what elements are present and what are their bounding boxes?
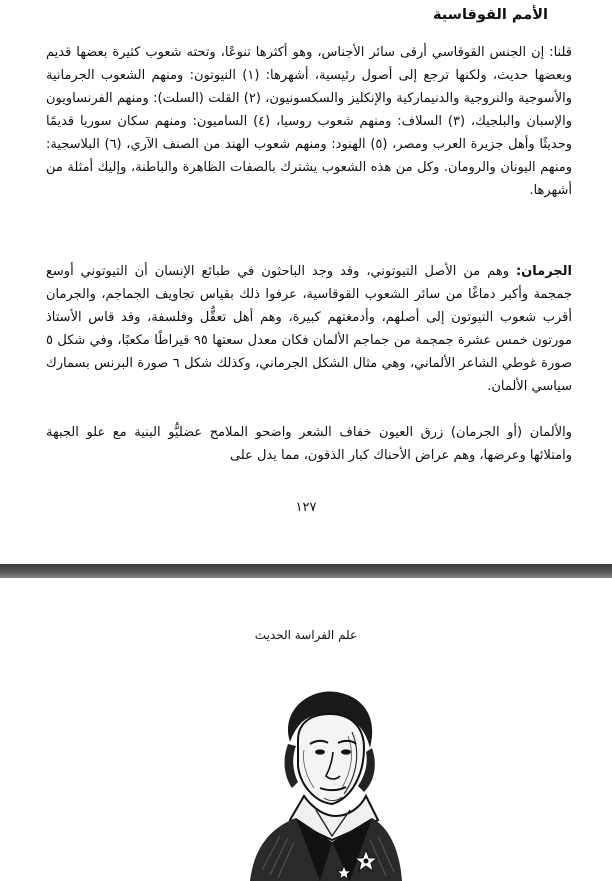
paragraph-features: والألمان (أو الجرمان) زرق العيون خفاف الشعر واضحو الملامح عضليُّو البنية مع علو الجبهة وامتلائها وعرضها، وهم عراض الأحناك كبار الذقون، مما يدل على bbox=[46, 425, 572, 463]
portrait-engraving bbox=[240, 670, 404, 881]
running-header: علم الفراسة الحديث bbox=[254, 628, 358, 642]
term-germans: الجرمان: bbox=[515, 264, 572, 279]
paragraph-germans bbox=[46, 260, 572, 398]
page-separator bbox=[0, 564, 612, 578]
page-128 bbox=[0, 578, 612, 881]
page-number: ١٢٧ bbox=[295, 500, 317, 515]
paragraph-germans-text: وهم من الأصل التيوتوني، وقد وجد الباحثون في طبائع الإنسان أن التيوتوني أوسع جمجمة وأكبر دماغًا من سائر الشعوب القوقاسية، عرفوا ذلك بقياس تجاويف الجماجم، والجرمان أقرب شعوب التيوتون إلى أصلهم، وأدمغتهم كبيرة، وهم أهل تعقُّل وفلسفة، وقد قاس الأستاذ مورتون خمس عشرة جمجمة من جماجم الألمان فكان معدل سعتها ٩٥ قيراطًا مكعبًا، وفي شكل ٥ صورة غوطي الشاعر الألماني، وهي مثال الشكل الجرماني، وكذلك شكل ٦ صورة البرنس بسمارك سياسي الألمان. bbox=[46, 264, 572, 394]
paragraph-intro: قلنا: إن الجنس القوقاسي أرقى سائر الأجناس، وهو أكثرها تنوعًا، وتحته شعوب كثيرة بعضها قديم وبعضها حديث، ولكنها ترجع إلى أصول رئيسية، أشهرها: (١) النيوتون: ومنهم الشعوب الجرمانية والأسوجية والنروجية والدنيماركية والإنكليز والسكسونيون، (٢) القلت (السلت): ومنهم الفرنساويون والإسبان والبلجيك، (٣) السلاف: ومنهم شعوب روسيا، (٤) الساميون: ومنهم سكان سوريا قديمًا وحديثًا وأهل جزيرة العرب ومصر، (٥) الهنود: ومنهم شعوب الهند من الصنف الآري، (٦) البلاسجية: ومنهم اليونان والرومان. وكل من هذه الشعوب يشترك بالصفات الظاهرة والباطنة، وإليك أمثلة من أشهرها. bbox=[46, 45, 573, 198]
section-heading: الأمم القوقاسية bbox=[432, 7, 548, 23]
